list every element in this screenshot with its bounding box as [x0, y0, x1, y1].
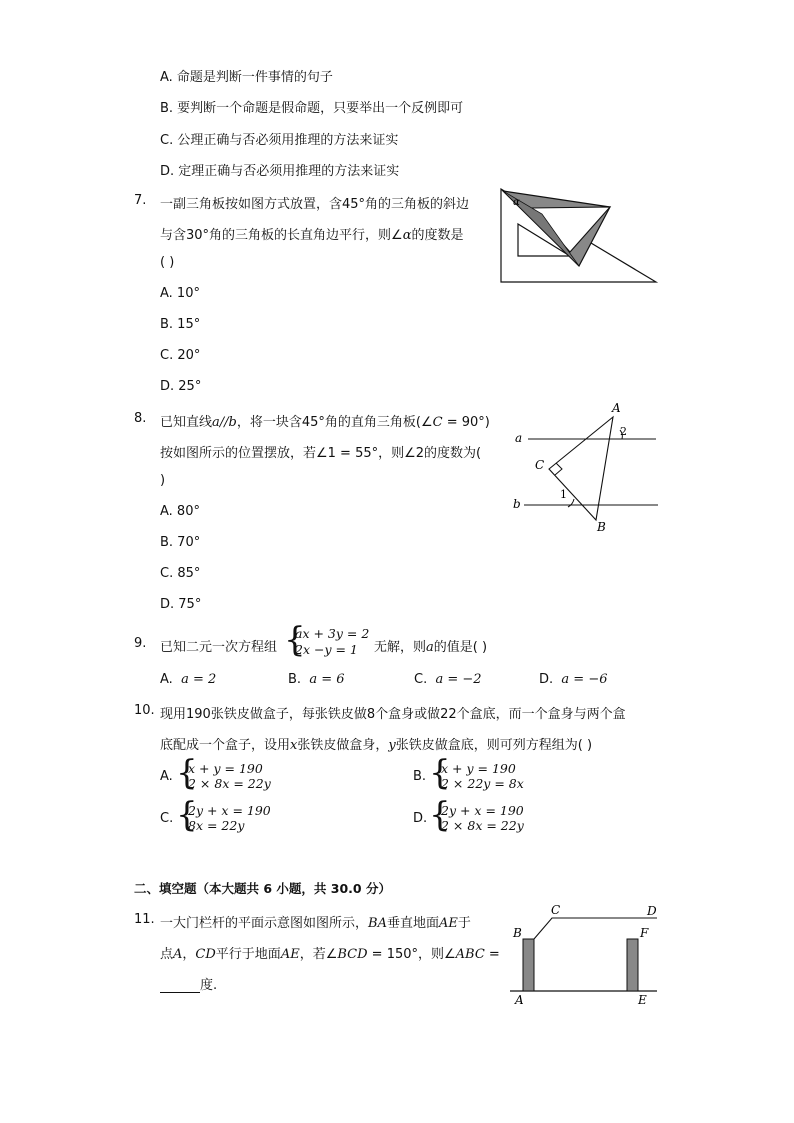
q10-option-c-brace: { [176, 795, 198, 835]
q8-label-b: b [513, 497, 521, 511]
q8-figure [510, 398, 662, 536]
q10-option-b-letter: B. [413, 769, 427, 784]
q9-system-brace: { [284, 620, 306, 660]
q7-stem-line3: ( ) [160, 255, 175, 270]
q11-rail [534, 918, 657, 939]
q9-number: 9. [134, 636, 147, 651]
q9-option-d: D. a = −6 [539, 672, 608, 687]
q10-option-c-eq2: 8x = 22y [188, 818, 245, 833]
q8-right-angle-mark [555, 463, 562, 475]
q8-label-1: 1 [560, 488, 567, 501]
q8-number: 8. [134, 411, 147, 426]
q11-post-left [523, 939, 534, 991]
q7-stem-line2: 与含30°角的三角板的长直角边平行，则∠α的度数是 [160, 228, 464, 243]
q6-option-c: C. 公理正确与否必须用推理的方法来证实 [160, 133, 399, 148]
q8-stem-line1: 已知直线a//b，将一块含45°角的直角三角板(∠C = 90°) [160, 415, 490, 430]
q7-alpha-label: α [513, 197, 520, 208]
q8-option-a: A. 80° [160, 504, 200, 519]
q10-option-c-eq1: 2y + x = 190 [188, 803, 271, 818]
q8-option-d: D. 75° [160, 597, 202, 612]
q10-option-b-eq2: 2 × 22y = 8x [441, 776, 524, 791]
q11-stem-line1: 一大门栏杆的平面示意图如图所示，BA垂直地面AE于 [160, 916, 471, 931]
section-heading: 二、填空题（本大题共 6 小题，共 30.0 分） [134, 881, 391, 896]
q10-option-d-letter: D. [413, 811, 428, 826]
q8-option-c: C. 85° [160, 566, 201, 581]
q11-label-D: D [647, 904, 657, 918]
q9-option-c: C. a = −2 [414, 672, 482, 687]
q10-stem-line1: 现用190张铁皮做盒子，每张铁皮做8个盒身或做22个盒底，而一个盒身与两个盒 [160, 707, 626, 722]
q9-stem-pre: 已知二元一次方程组 [160, 640, 278, 655]
q11-answer-blank[interactable] [160, 978, 200, 993]
q9-eq2: 2x −y = 1 [295, 642, 358, 657]
q10-option-b-eq1: x + y = 190 [441, 761, 516, 776]
q11-label-F: F [640, 926, 649, 940]
q9-option-a: A. a = 2 [160, 672, 217, 687]
q10-option-d-eq1: 2y + x = 190 [441, 803, 524, 818]
q7-option-b: B. 15° [160, 317, 201, 332]
q8-stem-line2: 按如图所示的位置摆放，若∠1 = 55°，则∠2的度数为( [160, 446, 482, 461]
q11-figure [505, 900, 665, 1010]
q11-label-E: E [638, 993, 647, 1007]
q9-stem-post: 无解，则a的值是( ) [374, 640, 488, 655]
q10-number: 10. [134, 703, 155, 718]
q9-eq1: ax + 3y = 2 [295, 626, 370, 641]
q10-option-d-brace: { [429, 795, 451, 835]
q11-label-C: C [551, 903, 561, 917]
q10-option-c-letter: C. [160, 811, 174, 826]
q7-option-a: A. 10° [160, 286, 200, 301]
q10-option-a-eq2: 2 × 8x = 22y [188, 776, 271, 791]
q8-label-a: a [515, 431, 523, 445]
q7-option-d: D. 25° [160, 379, 202, 394]
q11-post-right [627, 939, 638, 991]
q11-label-B: B [513, 926, 522, 940]
q8-label-A: A [612, 401, 621, 415]
q8-label-2: 2 [620, 425, 627, 438]
q8-angle-1-arc [568, 499, 574, 507]
q7-option-c: C. 20° [160, 348, 201, 363]
q7-figure [498, 186, 660, 284]
q10-option-a-letter: A. [160, 769, 173, 784]
q8-stem-line3: ) [160, 473, 166, 488]
q8-label-C: C [535, 458, 545, 472]
q11-number: 11. [134, 912, 155, 927]
q7-stem-line1: 一副三角板按如图方式放置，含45°角的三角板的斜边 [160, 197, 470, 212]
q6-option-a: A. 命题是判断一件事情的句子 [160, 70, 333, 85]
q10-option-d-eq2: 2 × 8x = 22y [441, 818, 524, 833]
q8-label-B: B [597, 520, 606, 534]
q11-stem-line3: 度. [160, 974, 217, 993]
q6-option-b: B. 要判断一个命题是假命题，只要举出一个反例即可 [160, 101, 464, 116]
q11-stem-line2: 点A，CD平行于地面AE，若∠BCD = 150°，则∠ABC = [160, 947, 500, 962]
q10-stem-line2: 底配成一个盒子，设用x张铁皮做盒身，y张铁皮做盒底，则可列方程组为( ) [160, 738, 593, 753]
q10-option-a-eq1: x + y = 190 [188, 761, 263, 776]
q8-option-b: B. 70° [160, 535, 201, 550]
q9-option-b: B. a = 6 [288, 672, 345, 687]
q7-number: 7. [134, 193, 147, 208]
q10-option-b-brace: { [429, 753, 451, 793]
q6-option-d: D. 定理正确与否必须用推理的方法来证实 [160, 164, 400, 179]
q10-option-a-brace: { [176, 753, 198, 793]
q11-label-A: A [515, 993, 524, 1007]
